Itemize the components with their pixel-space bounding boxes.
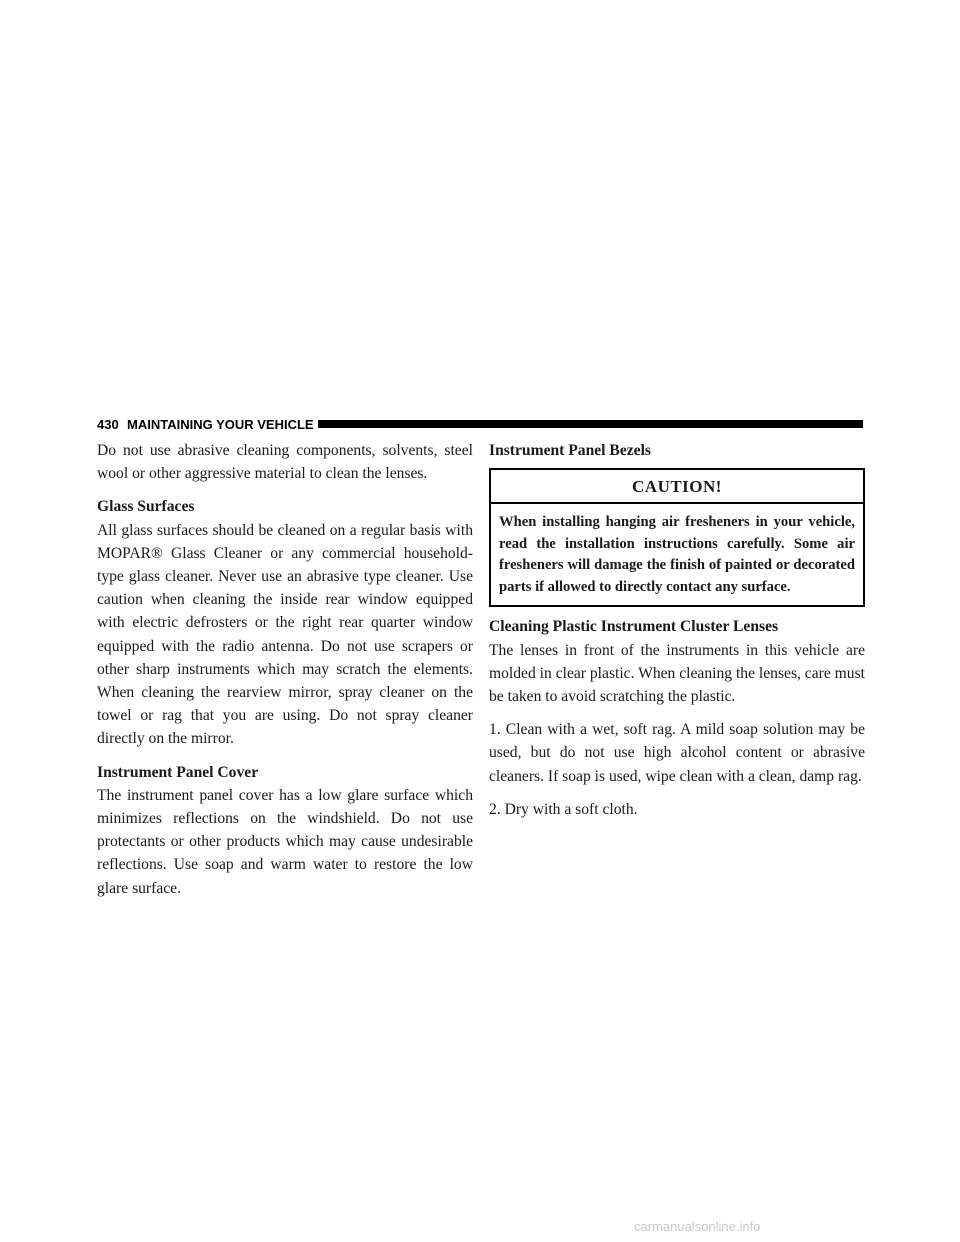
intro-paragraph: Do not use abrasive cleaning components, solvents, steel wool or other aggressive material to clean the lenses. xyxy=(97,442,473,483)
caution-text: When installing hanging air fresheners in your vehicle, read the installation instructions carefully. Some air fresheners will damage the finish of painted or decorated parts if allowed to directly contact any surface. xyxy=(499,514,855,595)
step-2: 2. Dry with a soft cloth. xyxy=(489,800,638,818)
page-number: 430 xyxy=(97,417,119,432)
section-title: MAINTAINING YOUR VEHICLE xyxy=(127,417,314,432)
cleaning-lenses-heading: Cleaning Plastic Instrument Cluster Lenses xyxy=(489,618,779,636)
header-rule xyxy=(318,420,863,428)
step-1: 1. Clean with a wet, soft rag. A mild soap solution may be used, but do not use high alcohol content or abrasive cleaners. If soap is used, wipe clean with a clean, damp rag. xyxy=(489,721,865,785)
instrument-panel-cover-heading: Instrument Panel Cover xyxy=(97,763,259,781)
left-column xyxy=(97,439,473,910)
caution-title: CAUTION! xyxy=(491,470,863,504)
instrument-panel-bezels-heading: Instrument Panel Bezels xyxy=(489,442,651,459)
page-header xyxy=(97,416,863,434)
instrument-panel-cover-paragraph: The instrument panel cover has a low glare surface which minimizes reflections on the windshield. Do not use protectants or other products which may cause undesirable reflections. Use soap and warm water to restore the low glare surface. xyxy=(97,786,473,897)
footer-watermark: carmanualsonline.info xyxy=(634,1219,761,1234)
right-column xyxy=(489,439,865,831)
glass-surfaces-paragraph: All glass surfaces should be cleaned on a regular basis with MOPAR® Glass Cleaner or any commercial household-type glass cleaner. Never use an abrasive type cleaner. Use caution when cleaning the inside rear window equipped with electric defrosters or the right rear quarter window equipped with the radio antenna. Do not use scrapers or other sharp instruments which may scratch the elements. When cleaning the rearview mirror, spray cleaner on the towel or rag that you are using. Do not spray cleaner directly on the mirror. xyxy=(97,521,473,748)
cleaning-lenses-paragraph: The lenses in front of the instruments in this vehicle are molded in clear plastic. When cleaning the lenses, care must be taken to avoid scratching the plastic. xyxy=(489,641,865,706)
caution-box xyxy=(489,468,865,607)
glass-surfaces-heading: Glass Surfaces xyxy=(97,498,195,516)
